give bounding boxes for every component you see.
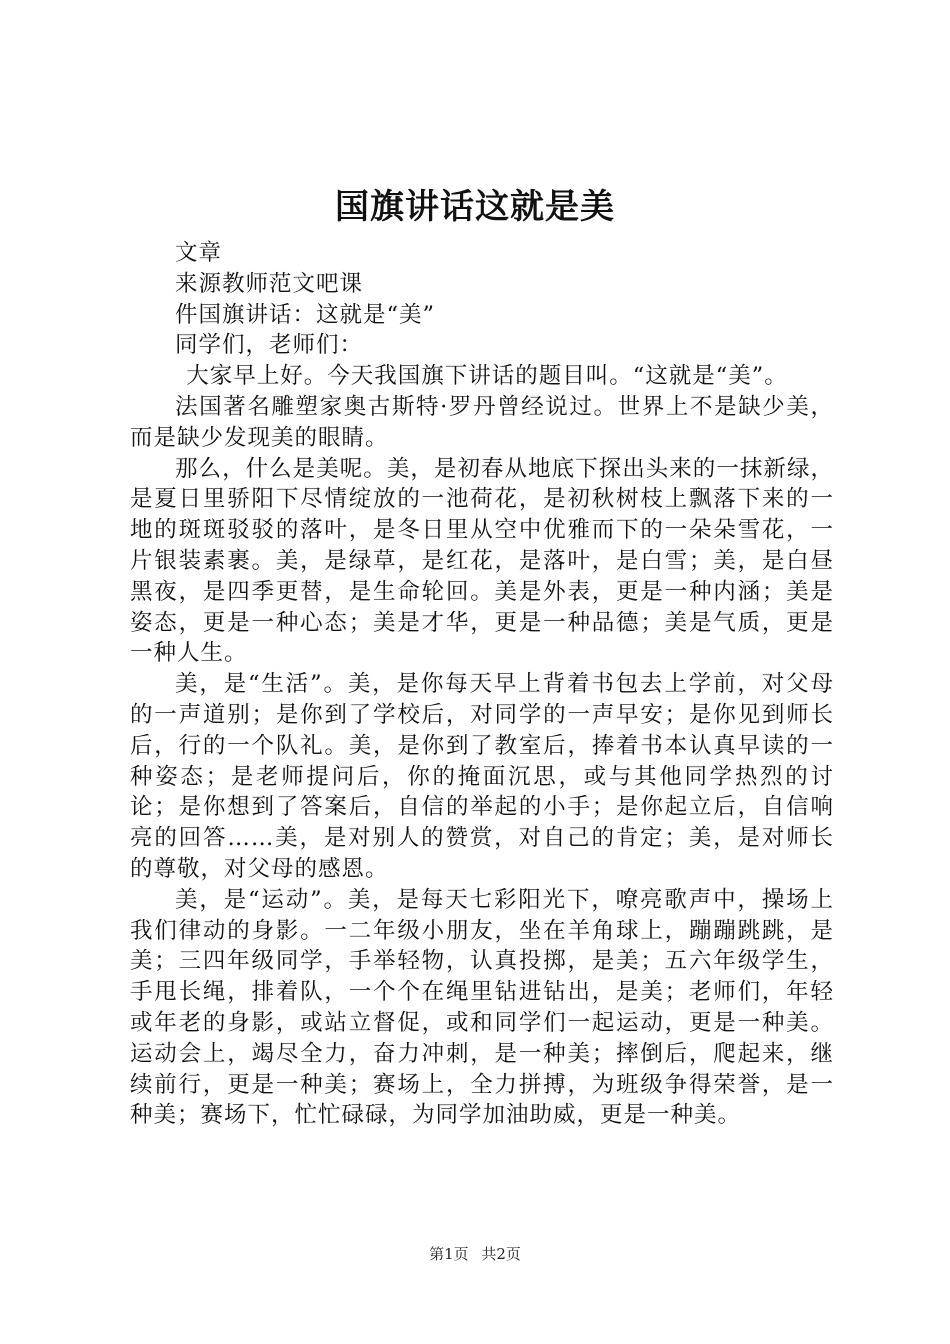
paragraph: 文章 bbox=[175, 240, 223, 266]
page-number: 第1页 bbox=[429, 1245, 469, 1263]
page-total: 共2页 bbox=[481, 1245, 521, 1263]
paragraph: 同学们，老师们： bbox=[175, 332, 364, 359]
page-footer bbox=[0, 1243, 950, 1265]
paragraph: 大家早上好。今天我国旗下讲话的题目叫。“这就是“美”。 bbox=[186, 363, 788, 390]
document-body bbox=[130, 238, 834, 1131]
paragraph: 来源教师范文吧课 bbox=[175, 270, 364, 297]
document-title: 国旗讲话这就是美 bbox=[335, 187, 615, 227]
paragraph: 那么，什么是美呢。美，是初春从地底下探出头来的一抹新绿，是夏日里骄阳下尽情绽放的一池荷花，是初秋树枝上飘落下来的一地的斑斑驳驳的落叶，是冬日里从空中优雅而下的一朵朵雪花，一片银装素裹。美，是绿草，是红花，是落叶，是白雪；美，是白昼黑夜，是四季更替，是生命轮回。美是外表，更是一种内涵；美是姿态，更是一种心态；美是才华，更是一种品德；美是气质，更是一种人生。 bbox=[130, 455, 834, 667]
paragraph: 美，是“运动”。美，是每天七彩阳光下，嘹亮歌声中，操场上我们律动的身影。一二年级小朋友，坐在羊角球上，蹦蹦跳跳，是美；三四年级同学，手举轻物，认真投掷，是美；五六年级学生，手甩长绳，排着队，一个个在绳里钻进钻出，是美；老师们，年轻或年老的身影，或站立督促，或和同学们一起运动，更是一种美。运动会上，竭尽全力，奋力冲刺，是一种美；摔倒后，爬起来，继续前行，更是一种美；赛场上，全力拼搏，为班级争得荣誉，是一种美；赛场下，忙忙碌碌，为同学加油助威，更是一种美。 bbox=[130, 886, 834, 1129]
paragraph: 法国著名雕塑家奥古斯特·罗丹曾经说过。世界上不是缺少美，而是缺少发现美的眼睛。 bbox=[130, 393, 834, 451]
paragraph: 美，是“生活”。美，是你每天早上背着书包去上学前，对父母的一声道别；是你到了学校后，对同学的一声早安；是你见到师长后，行的一个队礼。美，是你到了教室后，捧着书本认真早读的一种姿态；是老师提问后，你的掩面沉思，或与其他同学热烈的讨论；是你想到了答案后，自信的举起的小手；是你起立后，自信响亮的回答……美，是对别人的赞赏，对自己的肯定；美，是对师长的尊敬，对父母的感恩。 bbox=[130, 671, 834, 882]
paragraph: 件国旗讲话：这就是“美” bbox=[175, 301, 436, 328]
